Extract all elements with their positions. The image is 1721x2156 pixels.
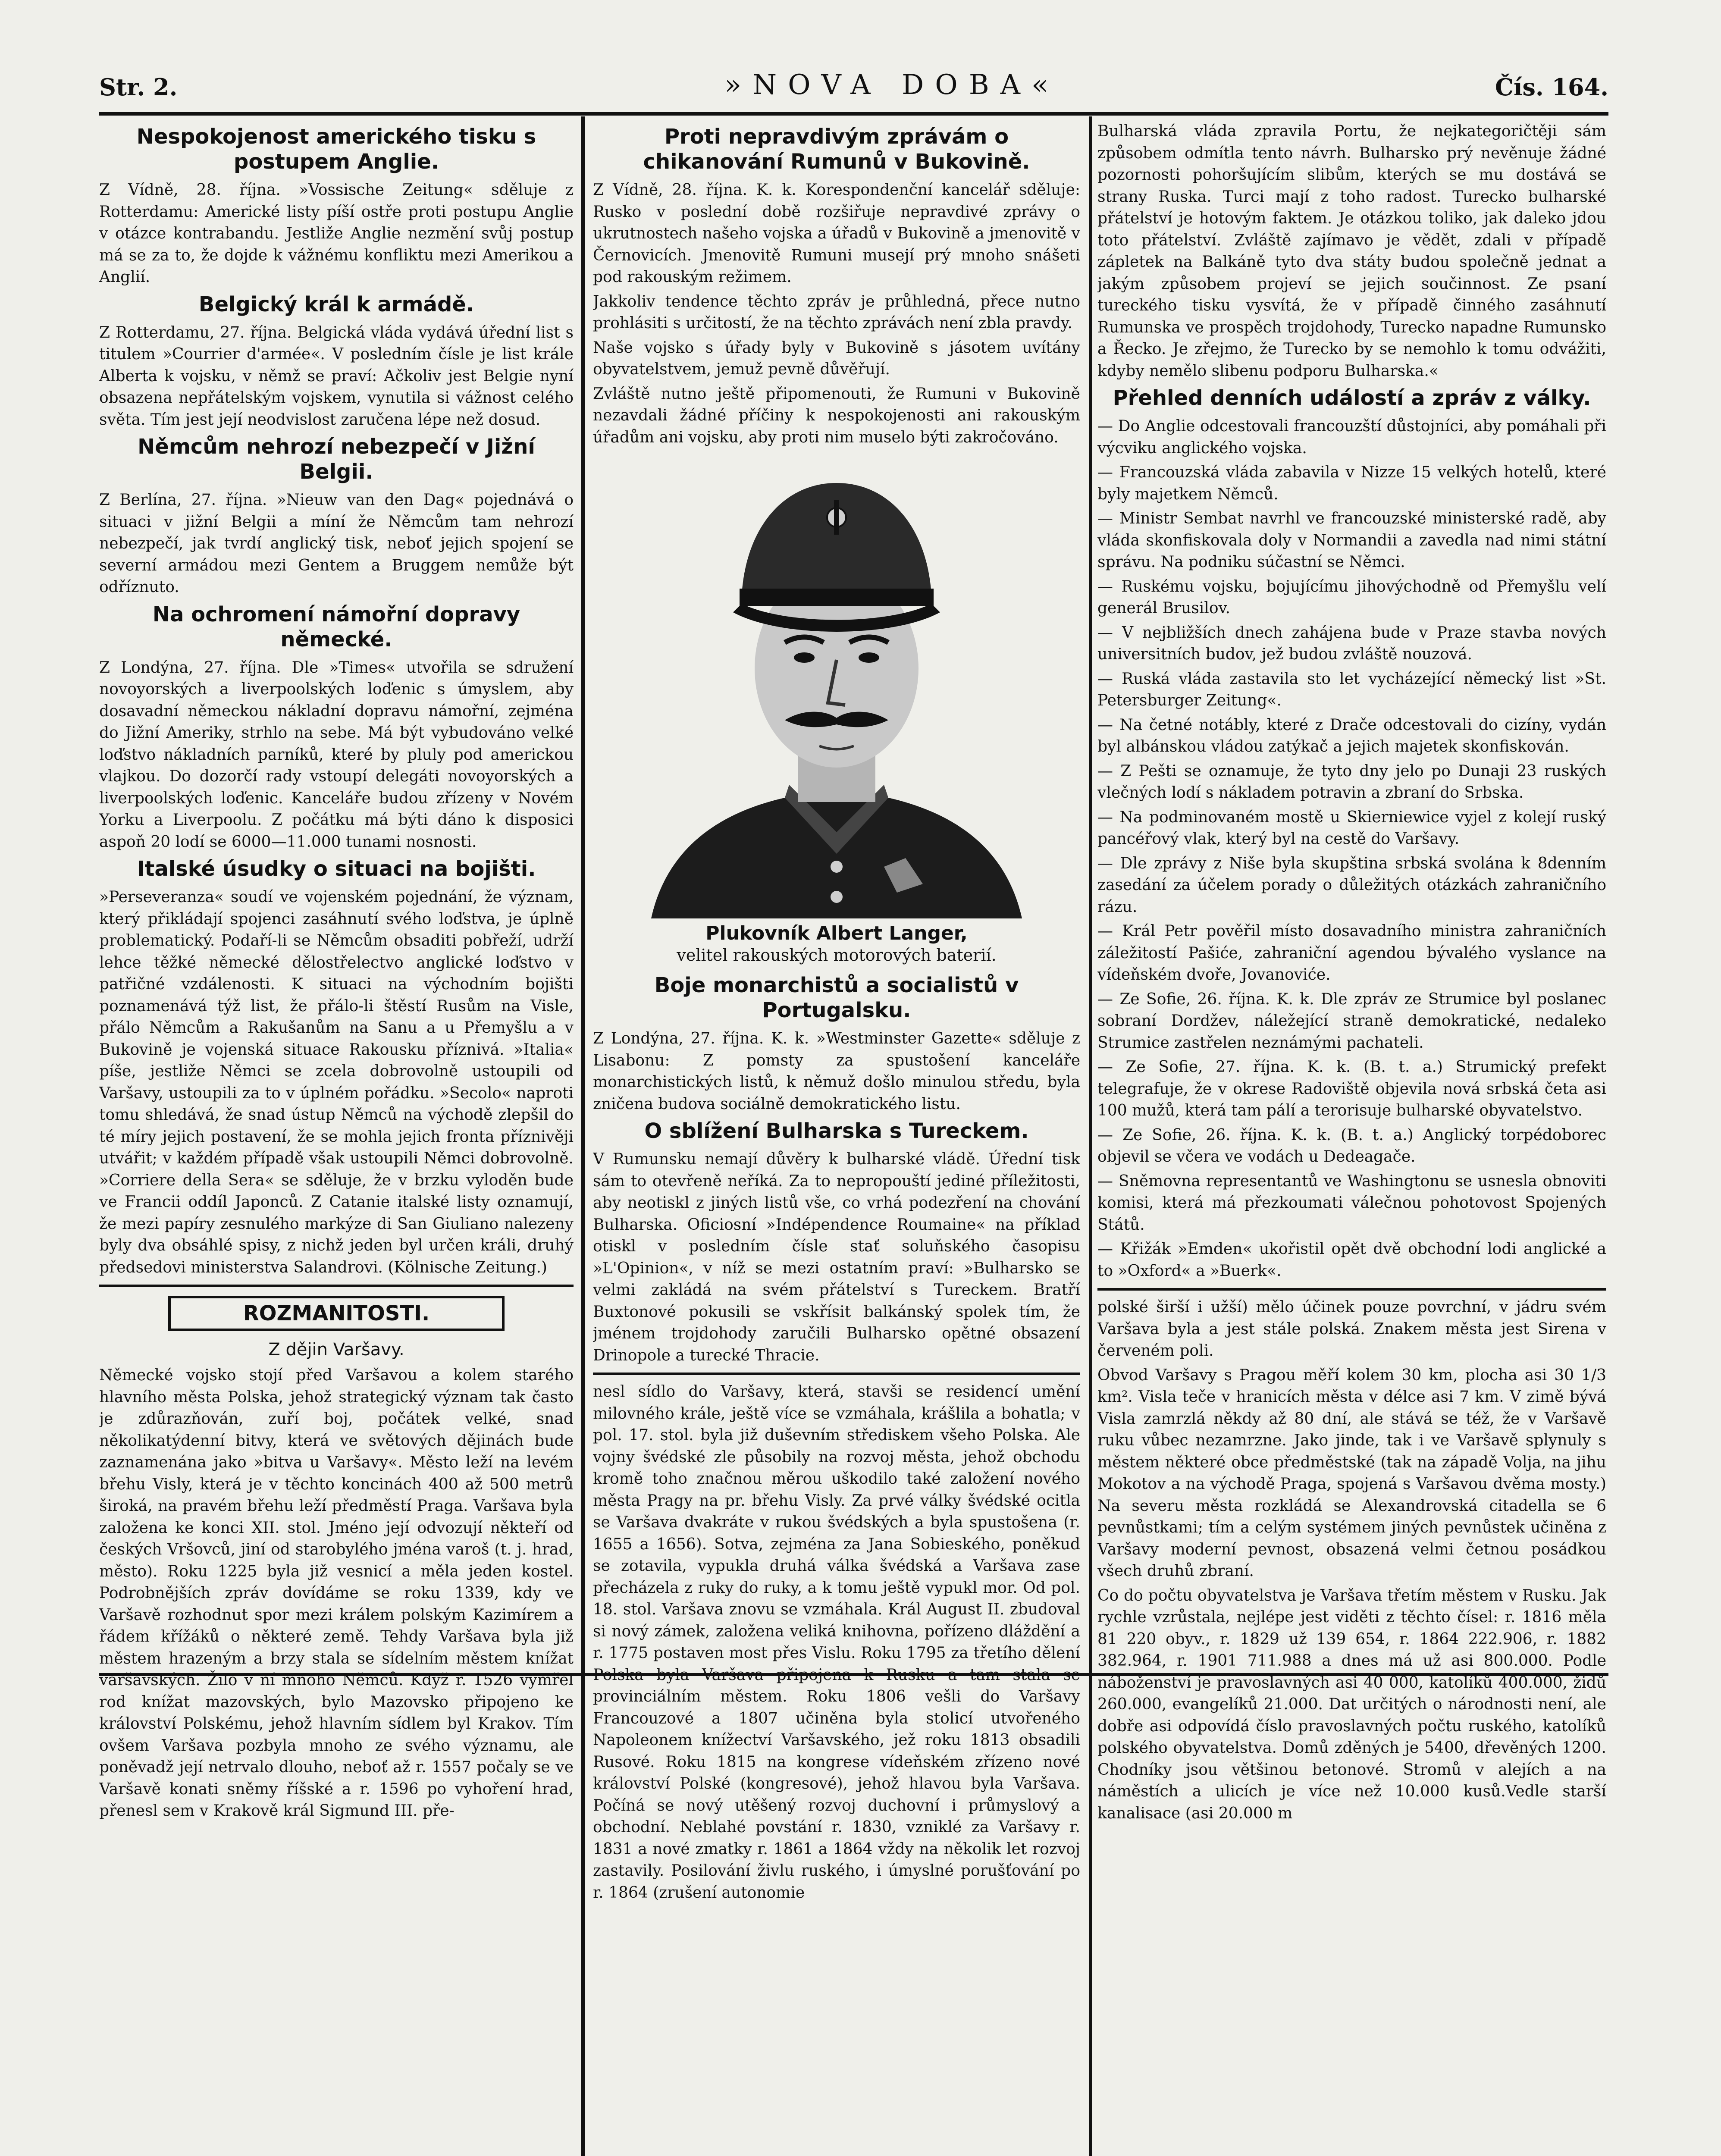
news-item: — Ministr Sembat navrhl ve francouzské ministerské radě, aby vláda skonfiskovala doly v Normandii a zavedla nad nimi státní správu. Na podniku súčastní se Němci. — [1097, 510, 1606, 571]
article-title: Němcům nehrozí nebezpečí v Jižní Belgii. — [138, 435, 535, 484]
news-list — [1097, 416, 1606, 1282]
article-title: O sblížení Bulharska s Tureckem. — [644, 1119, 1029, 1143]
article-title: Boje monarchistů a socialistů v Portugalsku. — [654, 973, 1019, 1022]
news-item: — Z Pešti se oznamuje, že tyto dny jelo po Dunaji 23 ruských vlečných lodí s nákladem potravin a zbraní do Srbska. — [1097, 762, 1606, 802]
article-body: Z Londýna, 27. října. K. k. »Westminster Gazette« sděluje z Lisabonu: Z pomsty za spustošení kanceláře monarchistických listů, k němuž došlo minulou středu, byla zničena budova sociálně demokratického listu. — [593, 1030, 1080, 1113]
article-body: nesl sídlo do Varšavy, která, stavši se residencí umění milovného krále, ještě více se vzmáhala, krášlila a bohatla; v pol. 17. stol. byla již duševním střediskem všeho Polska. Ale vojny švédské zle působily na rozvoj města, jehož obchodu kromě toho značnou měrou uškodilo také založení nového města Pragy na pr. břehu Visly. Za prvé války švédské ocitla se Varšava dvakráte v rukou švédských a byla spustošena (r. 1655 a 1656). Sotva, zejména za Jana Sobieského, poněkud se zotavila, vypukla druhá válka švédská a Varšava zase přecházela z ruky do ruky, a k tomu ještě vypukl mor. Od pol. 18. stol. Varšava znovu se vzmáhala. Král August II. zbudoval si nový zámek, založena veliká knihovna, pořízeno dláždění a r. 1775 postaven most přes Vislu. Roku 1795 za třetího dělení Polska byla Varšava připojena k Rusku a tam stala se provinciálním městem. Roku 1806 vešli do Varšavy Francouzové a 1807 učiněna byla stolicí utvořeného Napoleonem knížectví Varšavského, jež roku 1813 obsadili Rusové. Roku 1815 na kongrese vídeňském zřízeno nové království Polské (kongresové), jehož hlavou byla Varšava. Počíná se nový utěšený rozvoj duchovní i průmyslový a obchodní. Neblahé povstání r. 1830, vzniklé za Varšavy r. 1831 a nové zmatky r. 1861 a 1864 vždy na několik let rozvoj zastavily. Posilování živlu ruského, i úmyslné porušťování po r. 1864 (zrušení autonomie — [593, 1383, 1080, 1902]
news-item: — Na četné notábly, které z Drače odcestovali do cizíny, vydán byl albánskou vládou zatýkač a jejich majetek skonfiskován. — [1097, 716, 1606, 755]
portrait-illustration — [643, 453, 1031, 918]
article-body: Jakkoliv tendence těchto zpráv je průhledná, přece nutno prohlásiti s určitostí, že na těchto zprávách není zbla pravdy. — [593, 292, 1080, 332]
news-item: — Francouzská vláda zabavila v Nizze 15 velkých hotelů, které byly majetkem Němců. — [1097, 464, 1606, 503]
column-3 — [1097, 121, 1606, 2156]
news-item: — Křižák »Emden« ukořistil opět dvě obchodní lodi anglické a to »Oxford« a »Buerk«. — [1097, 1240, 1606, 1280]
news-item: — Ze Sofie, 26. října. K. k. (B. t. a.) Anglický torpédoborec objevil se včera ve vodách u Dedeagače. — [1097, 1126, 1606, 1166]
article-body: Naše vojsko s úřady byly v Bukovině s jásotem uvítány obyvatelstvem, jemuž pevně důvěřují. — [593, 338, 1080, 378]
article-body: Z Londýna, 27. října. Dle »Times« utvořila se sdružení novoyorských a liverpoolských loďenic s úmyslem, aby dosavadní německou nákladní dopravu námořní, zejména do Jižní Ameriky, strhlo na sebe. Má být vybudováno velké loďstvo nákladních parníků, které by pluly pod americkou vlajkou. Do dozorčí rady vstoupí delegáti novoyorských a liverpoolských loďenic. Kanceláře budou zřízeny v Novém Yorku a Liverpoolu. Z počátku má býti dáno k disposici aspoň 20 lodí se 6000—11.000 tunami nosnosti. — [99, 658, 574, 851]
header-rule — [99, 112, 1608, 116]
news-item: — Na podminovaném mostě u Skierniewice vyjel z kolejí ruský pancéřový vlak, který byl na cestě do Varšavy. — [1097, 808, 1606, 848]
news-item: — V nejbližších dnech zahájena bude v Praze stavba nových universitních budov, jež budou zvláště nouzová. — [1097, 624, 1606, 663]
newspaper-title: »NOVA DOBA« — [724, 69, 1060, 101]
article-body: Bulharská vláda zpravila Portu, že nejkategoričtěji sám způsobem odmítla tento návrh. Bulharsko prý nevěnuje žádné pozornosti pohoršujícím slibům, kterých se mu dostává se strany Ruska. Turci mají z toho radost. Turecko bulharské přátelství je hotovým faktem. Je otázkou toliko, jak daleko jdou toto přátelství. Zvláště zajímavo je vědět, zdali v případě zápletek na Balkáně tyto dva státy budou společně jednat a jakým způsobem projeví se jejich součinnost. Ze psaní tureckého tisku vysvítá, že v případě činného zasáhnutí Rumunska ve prospěch trojdohody, Turecko napadne Rumunsko a Řecko. Je zřejmo, že Turecko by se nemohlo k tomu odvážiti, kdyby nemělo slibenu podporu Bulharska.« — [1097, 122, 1606, 380]
article-subtitle: Z dějin Varšavy. — [268, 1340, 404, 1360]
news-item: — Ruská vláda zastavila sto let vycházející německý list »St. Petersburger Zeitung«. — [1097, 670, 1606, 709]
divider — [99, 1285, 574, 1287]
article-title: Belgický král k armádě. — [198, 292, 474, 317]
article-body: polské širší i užší) mělo účinek pouze povrchní, v jádru svém Varšava byla a jest stále polská. Znakem města jest Sirena v červeném poli. — [1097, 1298, 1606, 1360]
news-item: — Král Petr pověřil místo dosavadního ministra zahraničních záležitostí Pašiće, zahraniční agendou bývalého vyslance na vídeňském dvoře, Jovanoviće. — [1097, 922, 1606, 984]
article-body: Z Vídně, 28. října. »Vossische Zeitung« sděluje z Rotterdamu: Americké listy píší ostře proti postupu Anglie v otázce kontrabandu. Jestliže Anglie nezmění svůj postup má se za to, že dojde k vážnému konfliktu mezi Amerikou a Anglií. — [99, 181, 574, 286]
news-item: — Ruskému vojsku, bojujícímu jihovýchodně od Přemyšlu velí generál Brusilov. — [1097, 577, 1606, 617]
page-header — [99, 69, 1608, 108]
section-title: ROZMANITOSTI. — [168, 1296, 505, 1331]
divider — [1097, 1288, 1606, 1291]
caption-name: Plukovník Albert Langer, — [705, 922, 968, 944]
caption-role: velitel rakouských motorových baterií. — [677, 946, 997, 965]
column-divider-left — [581, 116, 585, 2156]
article-body: V Rumunsku nemají důvěry k bulharské vládě. Úřední tisk sám to otevřeně neříká. Za to nepropouští jediné příležitosti, aby neotiskl z jiných listů vše, co vrhá podezření na chování Bulharska. Oficiosní »Indépendence Roumaine« na příklad otiskl v posledním čísle stať soluňského časopisu »L'Opinion«, v níž se mezi ostatním praví: »Bulharsko se velmi zakládá na svém přátelství s Tureckem. Bratří Buxtonové pokusili se vskřísit balkánský spolek tím, že jménem trojdohody zaručili Bulharsko opětné obsazení Drinopole a turecké Thracie. — [593, 1150, 1080, 1364]
column-2 — [593, 121, 1080, 2156]
column-divider-right — [1089, 116, 1092, 2156]
article-body: Z Rotterdamu, 27. října. Belgická vláda vydává úřední list s titulem »Courrier d'armée«. V posledním čísle je list krále Alberta k vojsku, v němž se praví: Ačkoliv jest Belgie nyní obsazena nepřátelským vojskem, vynutila si vážnost celého světa. Tím jest její neodvislost zaručena lépe než dosud. — [99, 323, 574, 429]
portrait-caption — [593, 923, 1080, 966]
page-number: Str. 2. — [99, 73, 178, 101]
article-body: Zvláště nutno ještě připomenouti, že Rumuni v Bukovině nezavdali žádné příčiny k nespokojenosti ani rakouským úřadům ani vojsku, aby proti nim muselo býti zakročováno. — [593, 385, 1080, 446]
news-item: — Dle zprávy z Niše byla skupština srbská svolána k 8denním zasedání za účelem porady o důležitých otázkách zahraničního rázu. — [1097, 854, 1606, 916]
article-title: Přehled denních událostí a zpráv z války. — [1113, 386, 1591, 410]
article-body: Z Berlína, 27. října. »Nieuw van den Dag« pojednává o situaci v jižní Belgii a míní že Němcům tam nehrozí nebezpečí, jak tvrdí anglický tisk, neboť jejich spojení se severní armádou mezi Gentem a Bruggem nemůže být odříznuto. — [99, 491, 574, 596]
article-title: Italské úsudky o situaci na bojišti. — [137, 857, 536, 881]
issue-number: Čís. 164. — [1495, 73, 1608, 101]
article-body: Z Vídně, 28. října. K. k. Korespondenční kancelář sděluje: Rusko v poslední době rozšiřuje nepravdivé zprávy o ukrutnostech našeho vojska a úřadů v Bukovině a jmenovitě v Černovicích. Jmenovitě Rumuni musejí prý mnoho snášeti pod rakouským režimem. — [593, 181, 1080, 286]
news-item: — Do Anglie odcestovali francouzští důstojníci, aby pomáhali při výcviku anglického vojska. — [1097, 417, 1606, 457]
article-body: Obvod Varšavy s Pragou měří kolem 30 km, plocha asi 30 1/3 km². Visla teče v hranicích města v délce asi 7 km. V zimě bývá Visla zamrzlá někdy až 80 dní, ale stává se též, že v Varšavě ruku vůbec nezamrzne. Jako jinde, tak i ve Varšavě splynuly s městem některé obce předměstské (tak na západě Volja, na jihu Mokotov a na východě Praga, spojená s Varšavou dvěma mosty.) Na severu města rozkládá se Alexandrovská citadella se 6 pevnůstkami; tím a celým systémem jiných pevnůstek učiněna z Varšavy moderní pevnost, obsazená velmi četnou posádkou všech druhů zbraní. — [1097, 1366, 1606, 1580]
article-title: Nespokojenost amerického tisku s postupem Anglie. — [136, 125, 536, 174]
article-body: Co do počtu obyvatelstva je Varšava třetím městem v Rusku. Jak rychle vzrůstala, nejlépe jest viděti z těchto čísel: r. 1816 měla 81 220 obyv., r. 1829 už 139 654, r. 1864 222.906, r. 1882 382.964, r. 1901 711.988 a dnes má už asi 800.000. Podle náboženství je pravoslavných asi 40 000, katolíků 400.000, židů 260.000, evangelíků 21.000. Dat určitých o národnosti není, ale dobře asi odpovídá číslo pravoslavných počtu ruského, katolíků polského obyvatelstva. Domů zděných je 5400, dřevěných 1200. Chodníky jsou většinou betonové. Stromů v alejích a na náměstích a ulicích je více než 10.000 kusů.Vedle starší kanalisace (asi 20.000 m — [1097, 1586, 1606, 1822]
divider — [593, 1373, 1080, 1375]
news-item: — Ze Sofie, 27. října. K. k. (B. t. a.) Strumický prefekt telegrafuje, že v okrese Radoviště objevila nová srbská četa asi 100 mužů, která tam pálí a terorisuje bulharské obyvatelstvo. — [1097, 1058, 1606, 1119]
article-title: Proti nepravdivým zprávám o chikanování Rumunů v Bukovině. — [643, 125, 1030, 174]
article-body: »Perseveranza« soudí ve vojenském pojednání, že význam, který přikládají spojenci zasáhnutí svého loďstva, je úplně problematický. Podaří-li se Němcům obsaditi pobřeží, udrží lehce těžké německé dělostřelectvo anglické loďstvo v patřičné vzdálenosti. K situaci na východním bojišti poznamenává týž list, že přálo-li štěstí Rusům na Visle, přálo Němcům a Rakušanům na Sanu a u Přemyšlu a v Bukovině je vojenská situace Rakousku příznivá. »Italia« píše, jestliže Němci se zcela dobrovolně ustoupili od Varšavy, ustoupili za to v úplném pořádku. »Secolo« naproti tomu shledává, že snad ústup Němců na východě zlepšil do té míry jejich postavení, že se mohla jejich fronta příznivěji utvářit; v každém případě však ustoupili Němci dobrovolně. »Corriere della Sera« se sděluje, že v brzku vyloděn bude ve Francii oddíl Japonců. Z Catanie italské listy oznamují, že mezi papíry zesnulého markýze di San Giuliano nalezeny byly dva obsáhlé spisy, z nichž jeden byl určen králi, druhý předsedovi ministerstva Salandrovi. (Kölnische Zeitung.) — [99, 888, 574, 1276]
news-item: — Ze Sofie, 26. října. K. k. Dle zpráv ze Strumice byl poslanec sobraní Dordžev, náležející straně demokratické, nedaleko Strumice zastřelen neznámými pachateli. — [1097, 990, 1606, 1052]
article-body: Německé vojsko stojí před Varšavou a kolem starého hlavního města Polska, jehož strategický význam tak často je zdůrazňován, zuří boj, počátek velké, snad několikatýdenní bitvy, která ve světových dějinách bude zaznamenána jako »bitva u Varšavy«. Město leží na levém břehu Visly, která je v těchto koncinách 400 až 500 metrů široká, na pravém břehu leží předměstí Praga. Varšava byla založena ke konci XII. stol. Jméno její odvozují někteří od českých Vršovců, jiní od starobylého jména varoš (t. j. hrad, město). Roku 1225 byla již vesnicí a měla jeden kostel. Podrobnějších zpráv dovídáme se roku 1339, kdy ve Varšavě rozhodnut spor mezi králem polským Kazimírem a řádem křížáků o některé země. Tehdy Varšava byla již městem hrazeným a brzy stala se sídelním městem knížat varšavských. Žilo v ní mnoho Němců. Když r. 1526 vymřel rod knížat mazovských, bylo Mazovsko připojeno ke království Polskému, jehož hlavním sídlem byl Krakov. Tím ovšem Varšava pozbyla mnoho ze svého významu, ale poněvadž její netrvalo dlouho, neboť až r. 1557 počaly se ve Varšavě konati sněmy říšské a r. 1596 po vyhoření hrad, přenesl sem v Krakově král Sigmund III. pře- — [99, 1366, 574, 1820]
article-title: Na ochromení námořní dopravy německé. — [152, 602, 520, 652]
column-1 — [99, 121, 574, 2156]
news-item: — Sněmovna representantů ve Washingtonu se usnesla obnoviti komisi, která má přezkoumati válečnou pohotovost Spojených Států. — [1097, 1172, 1606, 1234]
